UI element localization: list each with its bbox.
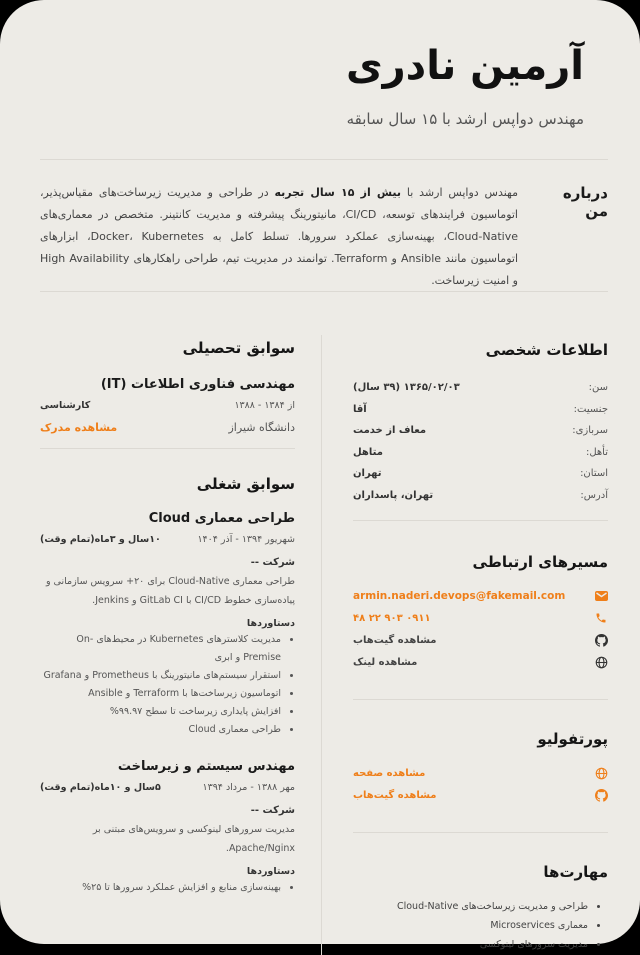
about-text xyxy=(40,182,538,292)
about-text-part: مهندس دواپس ارشد با xyxy=(401,186,518,199)
info-row-province xyxy=(353,463,608,485)
achievements-title: دستاوردها xyxy=(246,618,295,629)
education-years-row xyxy=(40,400,295,411)
info-row-military xyxy=(353,420,608,442)
info-value: معاف از خدمت xyxy=(353,425,427,437)
website-link[interactable]: مشاهده لینک xyxy=(353,656,418,668)
divider xyxy=(353,520,608,521)
education-section xyxy=(40,339,295,434)
mail-icon xyxy=(594,589,608,603)
phone-icon xyxy=(594,611,608,625)
globe-icon xyxy=(594,655,608,669)
info-value: تهران xyxy=(353,468,382,480)
info-label: سربازی: xyxy=(572,425,608,437)
info-value: متاهل xyxy=(353,446,383,458)
portfolio-github-link[interactable]: مشاهده گیت‌هاب xyxy=(353,789,437,801)
divider xyxy=(40,448,295,449)
education-years: از ۱۳۸۴ - ۱۳۸۸ xyxy=(234,400,295,411)
info-row-address xyxy=(353,485,608,507)
university-name: دانشگاه شیراز xyxy=(228,421,295,434)
achievements-title: دستاوردها xyxy=(246,866,295,877)
header xyxy=(56,36,584,128)
section-title: پورتفولیو xyxy=(537,730,608,748)
github-icon xyxy=(594,788,608,802)
achievement-item: • مدیریت کلاسترهای Kubernetes در محیط‌های On-Premise و ابری xyxy=(40,631,281,667)
skills-list xyxy=(353,897,608,954)
job-subtitle: مهندس دواپس ارشد با ۱۵ سال سابقه xyxy=(346,110,584,128)
info-row-marital xyxy=(353,442,608,464)
info-value: ۱۳۶۵/۰۲/۰۳ (۳۹ سال) xyxy=(353,382,460,394)
info-label: سن: xyxy=(588,382,608,394)
job-title: مهندس سیستم و زیرساخت xyxy=(117,759,295,774)
skill-item: • معماری Microservices xyxy=(353,916,588,935)
skill-item: • مدیریت سرورهای لینوکسی xyxy=(353,935,588,954)
info-row-age xyxy=(353,377,608,399)
degree-level: کارشناسی xyxy=(40,400,91,411)
job-title: طراحی معماری Cloud xyxy=(148,511,295,526)
column-divider xyxy=(321,335,322,955)
skill-item: • طراحی و مدیریت زیرساخت‌های Cloud-Native xyxy=(353,897,588,916)
job-duration: ۵سال و ۱۰ماه(تمام وقت) xyxy=(40,782,161,793)
job-period-row xyxy=(40,782,295,793)
job-entry xyxy=(40,759,295,897)
work-section xyxy=(40,475,295,897)
achievement-item: • اتوماسیون زیرساخت‌ها با Terraform و Ansible xyxy=(40,685,281,703)
job-description: طراحی معماری Cloud-Native برای ۲۰+ سرویس سازمانی و پیاده‌سازی خطوط CI/CD با GitLab CI و Jenkins. xyxy=(45,576,295,606)
section-title: سوابق تحصیلی xyxy=(182,339,295,357)
certificate-link[interactable]: مشاهده مدرک xyxy=(40,421,118,434)
contact-email[interactable] xyxy=(353,585,608,607)
divider xyxy=(40,291,608,292)
achievement-item: • افزایش پایداری زیرساخت تا سطح ۹۹.۹۷% xyxy=(40,703,281,721)
portfolio-github[interactable] xyxy=(353,784,608,806)
portfolio-page[interactable] xyxy=(353,762,608,784)
job-period: شهریور ۱۳۹۴ - آذر ۱۴۰۴ xyxy=(197,534,295,545)
divider xyxy=(40,159,608,160)
achievement-item: • طراحی معماری Cloud xyxy=(40,721,281,739)
info-label: تأهل: xyxy=(585,446,608,458)
divider xyxy=(353,699,608,700)
contact-github[interactable] xyxy=(353,629,608,651)
about-text-part: در طراحی و مدیریت زیرساخت‌های مقیاس‌پذیر، اتوماسیون فرایندهای توسعه، CI/CD، مانیتورینگ پیشرفته و مدیریت کانتینر. متخصص در معماری‌های Cloud-Native، بهینه‌سازی عملکرد سرورها. تسلط کامل به Docker، Kubernetes، ابزارهای اتوماسیون مانند Ansible و Terraform. توانمند در مدیریت تیم، طراحی راهکارهای High Availability و امنیت زیرساخت. xyxy=(40,186,518,287)
portfolio-section xyxy=(353,730,608,806)
person-name: آرمین نادری xyxy=(345,43,584,89)
info-value: آقا xyxy=(353,403,367,415)
contact-phone[interactable] xyxy=(353,607,608,629)
section-title: سوابق شغلی xyxy=(196,475,295,493)
contact-link[interactable] xyxy=(353,651,608,673)
achievements-list xyxy=(40,879,295,897)
info-row-gender xyxy=(353,399,608,421)
job-duration: ۱۰سال و ۳ماه(تمام وقت) xyxy=(40,534,161,545)
contact-section xyxy=(353,553,608,673)
job-period-row xyxy=(40,534,295,545)
phone-link[interactable]: ۰۹۱۱ ۹۰۳ ۲۲ ۴۸ xyxy=(353,612,431,624)
left-column xyxy=(40,335,295,897)
university-row xyxy=(40,421,295,434)
divider xyxy=(353,832,608,833)
job-entry xyxy=(40,511,295,739)
portfolio-page-link[interactable]: مشاهده صفحه xyxy=(353,767,426,779)
achievement-item: • استقرار سیستم‌های مانیتورینگ با Prometheus و Grafana xyxy=(40,667,281,685)
section-title: اطلاعات شخصی xyxy=(485,341,608,359)
about-section xyxy=(40,182,608,292)
info-label: آدرس: xyxy=(580,489,608,501)
section-title: مسیرهای ارتباطی xyxy=(472,553,608,571)
job-description: مدیریت سرورهای لینوکسی و سرویس‌های مبتنی بر Apache/Nginx. xyxy=(92,824,295,854)
personal-info-section xyxy=(353,341,608,506)
job-period: مهر ۱۳۸۸ - مرداد ۱۳۹۴ xyxy=(202,782,295,793)
achievement-item: • بهینه‌سازی منابع و افزایش عملکرد سرورها تا ۲۵% xyxy=(40,879,281,897)
about-text-bold: بیش از ۱۵ سال تجربه xyxy=(274,186,402,199)
company-name: شرکت -- xyxy=(250,805,295,816)
skills-section xyxy=(353,863,608,954)
globe-icon xyxy=(594,766,608,780)
about-title: درباره من xyxy=(562,184,608,220)
info-label: استان: xyxy=(580,468,608,480)
info-label: جنسیت: xyxy=(573,403,608,415)
info-value: تهران، پاسداران xyxy=(353,489,434,501)
github-icon xyxy=(594,633,608,647)
email-link[interactable]: armin.naderi.devops@fakemail.com xyxy=(353,590,566,602)
company-name: شرکت -- xyxy=(250,557,295,568)
achievements-list xyxy=(40,631,295,739)
degree-title: مهندسی فناوری اطلاعات (IT) xyxy=(100,377,295,392)
right-column xyxy=(353,335,608,954)
github-link[interactable]: مشاهده گیت‌هاب xyxy=(353,634,437,646)
section-title: مهارت‌ها xyxy=(543,863,608,881)
